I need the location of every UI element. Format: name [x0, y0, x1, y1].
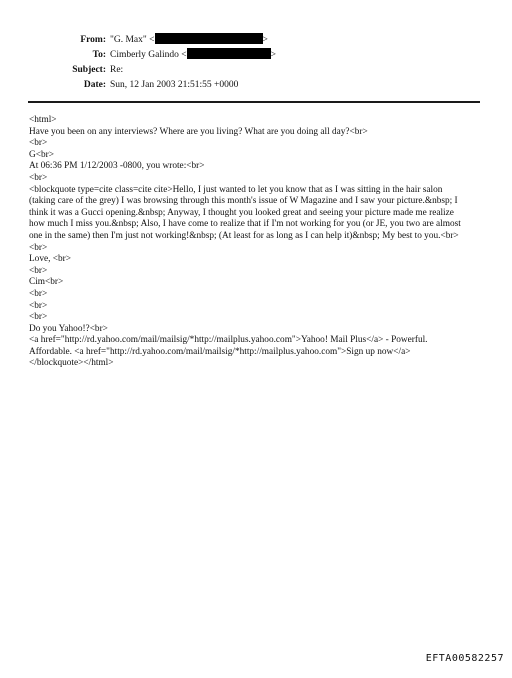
subject-row	[0, 63, 512, 78]
from-label: From:	[80, 35, 106, 45]
body-line: G<br>	[29, 149, 54, 160]
to-value	[110, 48, 276, 63]
body-line: <br>	[29, 265, 48, 276]
body-line: <br>	[29, 138, 48, 149]
body-line: <a href="http://rd.yahoo.com/mail/mailsig/*http://mailplus.yahoo.com">Yahoo! Mail Plus</a> - Powerful. Affordable. <a href="http://rd.yahoo.com/mail/mailsig/*http://mailplus.yahoo.com">Sign up now</a>	[29, 335, 430, 357]
body-line: At 06:36 PM 1/12/2003 -0800, you wrote:<br>	[29, 161, 205, 172]
subject-value: Re:	[110, 65, 124, 75]
date-value: Sun, 12 Jan 2003 21:51:55 +0000	[110, 80, 239, 90]
from-value	[110, 33, 268, 48]
subject-label: Subject:	[72, 65, 106, 75]
to-recipient-name: Cimberly Galindo <	[110, 50, 187, 60]
body-line: <html>	[29, 115, 57, 125]
body-line: Do you Yahoo!?<br>	[29, 323, 108, 334]
email-header	[0, 33, 512, 93]
document-id: EFTA00582257	[425, 653, 504, 664]
body-line: <br>	[29, 172, 48, 183]
body-line: <br>	[29, 242, 48, 253]
date-row	[0, 78, 512, 93]
to-close-bracket: >	[270, 50, 276, 60]
from-row	[0, 33, 512, 48]
body-line: <br>	[29, 288, 48, 299]
to-row	[0, 48, 512, 63]
body-line: </blockquote></html>	[29, 358, 114, 369]
redaction-bar	[187, 48, 271, 59]
body-line: <blockquote type=cite class=cite cite>Hello, I just wanted to let you know that as I was sitting in the hair salon (taking care of the grey) I was browsing through this month's issue of W Magazine and I saw your picture.&nbsp; I think it was a Gucci opening.&nbsp; Anyway, I thought you looked great and seeing your picture made me realize how much I miss you.&nbsp; Also, I have come to realize that if I'm not working for you (or JE, you two are almost one in the same) then I'm just not working!&nbsp; (At least for as long as I can help it)&nbsp; My best to you.<br>	[29, 184, 464, 241]
body-line: Love, <br>	[29, 254, 71, 265]
body-line: <br>	[29, 300, 48, 311]
body-line: <br>	[29, 312, 48, 323]
body-line: Cim<br>	[29, 277, 64, 288]
email-body	[29, 115, 469, 370]
redaction-bar	[155, 33, 263, 44]
from-sender-name: "G. Max" <	[110, 35, 155, 45]
header-divider	[28, 101, 480, 103]
body-line: Have you been on any interviews? Where are you living? What are you doing all day?<br>	[29, 126, 368, 137]
to-label: To:	[92, 50, 106, 60]
from-close-bracket: >	[262, 35, 268, 45]
date-label: Date:	[83, 80, 106, 90]
